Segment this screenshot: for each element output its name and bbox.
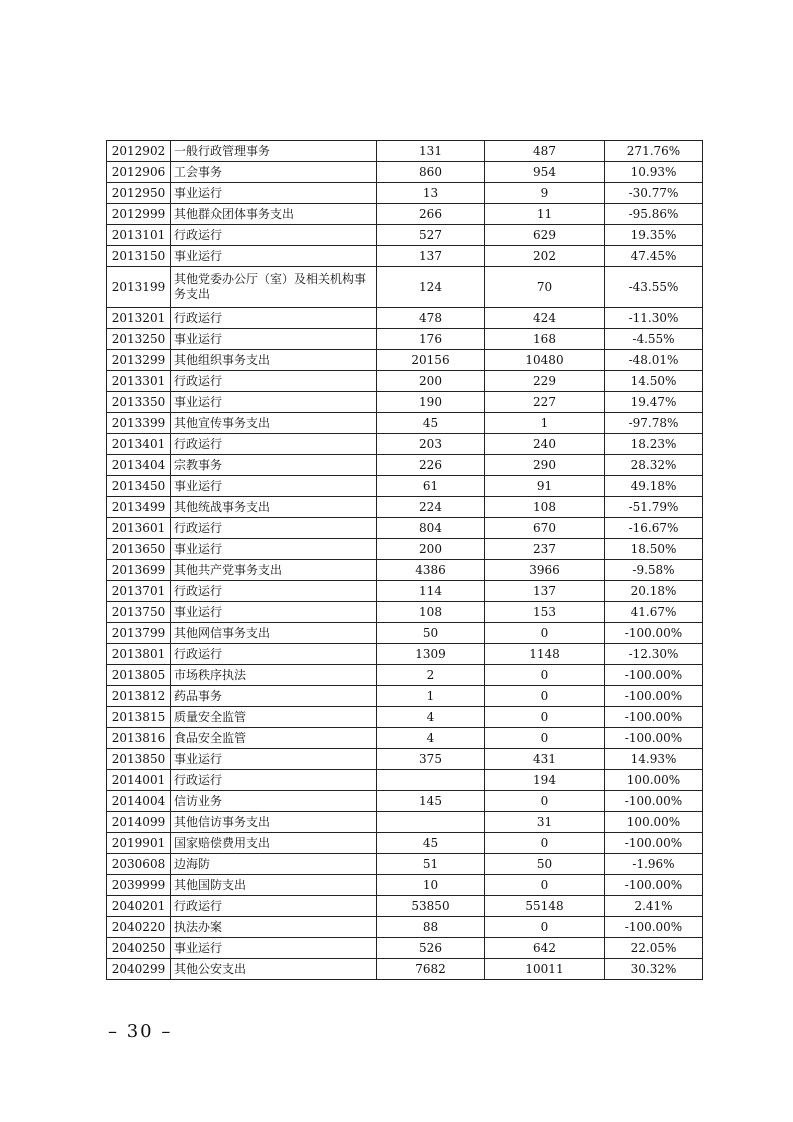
previous-amount-cell: 226 [377,455,485,476]
previous-amount-cell: 190 [377,392,485,413]
current-amount-cell: 168 [485,329,605,350]
change-percent-cell: 100.00% [605,770,703,791]
previous-amount-cell: 375 [377,749,485,770]
budget-table [106,140,703,980]
current-amount-cell: 10480 [485,350,605,371]
current-amount-cell: 424 [485,308,605,329]
current-amount-cell: 0 [485,623,605,644]
change-percent-cell: 49.18% [605,476,703,497]
previous-amount-cell: 50 [377,623,485,644]
change-percent-cell: -30.77% [605,183,703,204]
previous-amount-cell [377,812,485,833]
item-name-cell: 行政运行 [171,434,377,455]
table-row [107,497,703,518]
table-row [107,581,703,602]
change-percent-cell: 22.05% [605,938,703,959]
change-percent-cell: 19.35% [605,225,703,246]
item-name-cell: 行政运行 [171,371,377,392]
previous-amount-cell: 1309 [377,644,485,665]
table-row [107,455,703,476]
item-code-cell: 2030608 [107,854,171,875]
item-code-cell: 2014004 [107,791,171,812]
table-row [107,896,703,917]
item-code-cell: 2013815 [107,707,171,728]
item-name-cell: 事业运行 [171,539,377,560]
change-percent-cell: -100.00% [605,623,703,644]
item-code-cell: 2013450 [107,476,171,497]
item-name-cell: 质量安全监管 [171,707,377,728]
change-percent-cell: -100.00% [605,917,703,938]
current-amount-cell: 1 [485,413,605,434]
table-row [107,204,703,225]
item-code-cell: 2013150 [107,246,171,267]
table-row [107,749,703,770]
table-row [107,602,703,623]
table-row [107,141,703,162]
item-code-cell: 2013350 [107,392,171,413]
current-amount-cell: 670 [485,518,605,539]
item-code-cell: 2013401 [107,434,171,455]
current-amount-cell: 153 [485,602,605,623]
table-row [107,413,703,434]
item-name-cell: 其他群众团体事务支出 [171,204,377,225]
item-code-cell: 2013816 [107,728,171,749]
current-amount-cell: 0 [485,875,605,896]
table-row [107,225,703,246]
current-amount-cell: 290 [485,455,605,476]
current-amount-cell: 227 [485,392,605,413]
item-name-cell: 国家赔偿费用支出 [171,833,377,854]
item-code-cell: 2012906 [107,162,171,183]
previous-amount-cell: 13 [377,183,485,204]
change-percent-cell: -95.86% [605,204,703,225]
table-row [107,267,703,308]
previous-amount-cell [377,770,485,791]
change-percent-cell: -100.00% [605,665,703,686]
item-name-cell: 事业运行 [171,938,377,959]
item-code-cell: 2014099 [107,812,171,833]
previous-amount-cell: 7682 [377,959,485,980]
item-code-cell: 2013301 [107,371,171,392]
previous-amount-cell: 860 [377,162,485,183]
item-name-cell: 其他党委办公厅（室）及相关机构事务支出 [171,267,377,308]
item-name-cell: 市场秩序执法 [171,665,377,686]
current-amount-cell: 954 [485,162,605,183]
table-row [107,350,703,371]
previous-amount-cell: 45 [377,413,485,434]
previous-amount-cell: 20156 [377,350,485,371]
previous-amount-cell: 200 [377,539,485,560]
item-code-cell: 2013699 [107,560,171,581]
item-code-cell: 2040220 [107,917,171,938]
change-percent-cell: -100.00% [605,875,703,896]
table-row [107,833,703,854]
item-name-cell: 行政运行 [171,770,377,791]
current-amount-cell: 0 [485,707,605,728]
item-code-cell: 2040299 [107,959,171,980]
previous-amount-cell: 145 [377,791,485,812]
change-percent-cell: -1.96% [605,854,703,875]
previous-amount-cell: 131 [377,141,485,162]
item-name-cell: 行政运行 [171,896,377,917]
current-amount-cell: 0 [485,833,605,854]
table-row [107,623,703,644]
item-name-cell: 边海防 [171,854,377,875]
page-number: – 30 – [108,1021,173,1042]
item-name-cell: 其他组织事务支出 [171,350,377,371]
current-amount-cell: 229 [485,371,605,392]
item-name-cell: 药品事务 [171,686,377,707]
current-amount-cell: 10011 [485,959,605,980]
table-row [107,959,703,980]
item-code-cell: 2013299 [107,350,171,371]
item-name-cell: 事业运行 [171,476,377,497]
table-row [107,875,703,896]
change-percent-cell: -9.58% [605,560,703,581]
table-row [107,812,703,833]
previous-amount-cell: 224 [377,497,485,518]
change-percent-cell: -4.55% [605,329,703,350]
current-amount-cell: 194 [485,770,605,791]
table-row [107,560,703,581]
change-percent-cell: 14.93% [605,749,703,770]
current-amount-cell: 1148 [485,644,605,665]
item-code-cell: 2013812 [107,686,171,707]
previous-amount-cell: 51 [377,854,485,875]
current-amount-cell: 0 [485,665,605,686]
table-row [107,791,703,812]
table-row [107,707,703,728]
item-name-cell: 其他国防支出 [171,875,377,896]
previous-amount-cell: 108 [377,602,485,623]
item-name-cell: 其他统战事务支出 [171,497,377,518]
current-amount-cell: 0 [485,917,605,938]
change-percent-cell: -100.00% [605,686,703,707]
previous-amount-cell: 804 [377,518,485,539]
item-name-cell: 事业运行 [171,602,377,623]
change-percent-cell: 47.45% [605,246,703,267]
current-amount-cell: 0 [485,791,605,812]
item-name-cell: 行政运行 [171,581,377,602]
table-row [107,434,703,455]
change-percent-cell: 19.47% [605,392,703,413]
table-row [107,938,703,959]
item-name-cell: 其他网信事务支出 [171,623,377,644]
item-code-cell: 2013201 [107,308,171,329]
current-amount-cell: 137 [485,581,605,602]
change-percent-cell: 30.32% [605,959,703,980]
previous-amount-cell: 61 [377,476,485,497]
table-row [107,162,703,183]
table-row [107,854,703,875]
current-amount-cell: 431 [485,749,605,770]
change-percent-cell: 28.32% [605,455,703,476]
current-amount-cell: 50 [485,854,605,875]
item-code-cell: 2012950 [107,183,171,204]
item-code-cell: 2013750 [107,602,171,623]
item-name-cell: 事业运行 [171,392,377,413]
previous-amount-cell: 203 [377,434,485,455]
table-row [107,246,703,267]
current-amount-cell: 11 [485,204,605,225]
item-code-cell: 2014001 [107,770,171,791]
item-code-cell: 2013499 [107,497,171,518]
change-percent-cell: -12.30% [605,644,703,665]
item-code-cell: 2013805 [107,665,171,686]
current-amount-cell: 3966 [485,560,605,581]
item-code-cell: 2012999 [107,204,171,225]
item-code-cell: 2013399 [107,413,171,434]
change-percent-cell: 41.67% [605,602,703,623]
previous-amount-cell: 124 [377,267,485,308]
change-percent-cell: 10.93% [605,162,703,183]
table-row [107,518,703,539]
previous-amount-cell: 478 [377,308,485,329]
previous-amount-cell: 4386 [377,560,485,581]
item-code-cell: 2013650 [107,539,171,560]
item-name-cell: 一般行政管理事务 [171,141,377,162]
current-amount-cell: 55148 [485,896,605,917]
current-amount-cell: 31 [485,812,605,833]
item-code-cell: 2039999 [107,875,171,896]
item-name-cell: 其他信访事务支出 [171,812,377,833]
item-code-cell: 2013601 [107,518,171,539]
item-name-cell: 信访业务 [171,791,377,812]
previous-amount-cell: 4 [377,707,485,728]
item-code-cell: 2013799 [107,623,171,644]
table-row [107,476,703,497]
table-row [107,686,703,707]
change-percent-cell: -11.30% [605,308,703,329]
previous-amount-cell: 1 [377,686,485,707]
item-code-cell: 2040201 [107,896,171,917]
item-code-cell: 2019901 [107,833,171,854]
table-row [107,183,703,204]
table-row [107,665,703,686]
current-amount-cell: 91 [485,476,605,497]
change-percent-cell: -43.55% [605,267,703,308]
previous-amount-cell: 45 [377,833,485,854]
table-row [107,770,703,791]
previous-amount-cell: 176 [377,329,485,350]
change-percent-cell: -100.00% [605,833,703,854]
item-name-cell: 事业运行 [171,329,377,350]
item-name-cell: 事业运行 [171,246,377,267]
current-amount-cell: 0 [485,686,605,707]
item-code-cell: 2013199 [107,267,171,308]
previous-amount-cell: 137 [377,246,485,267]
change-percent-cell: -97.78% [605,413,703,434]
previous-amount-cell: 527 [377,225,485,246]
item-code-cell: 2013250 [107,329,171,350]
item-name-cell: 行政运行 [171,644,377,665]
current-amount-cell: 642 [485,938,605,959]
current-amount-cell: 9 [485,183,605,204]
current-amount-cell: 108 [485,497,605,518]
item-name-cell: 行政运行 [171,308,377,329]
item-code-cell: 2013801 [107,644,171,665]
current-amount-cell: 240 [485,434,605,455]
previous-amount-cell: 88 [377,917,485,938]
item-name-cell: 其他宣传事务支出 [171,413,377,434]
change-percent-cell: 2.41% [605,896,703,917]
item-name-cell: 执法办案 [171,917,377,938]
item-code-cell: 2013701 [107,581,171,602]
item-name-cell: 行政运行 [171,518,377,539]
item-name-cell: 事业运行 [171,183,377,204]
item-code-cell: 2012902 [107,141,171,162]
change-percent-cell: -100.00% [605,728,703,749]
change-percent-cell: 100.00% [605,812,703,833]
item-name-cell: 其他公安支出 [171,959,377,980]
change-percent-cell: -48.01% [605,350,703,371]
item-code-cell: 2040250 [107,938,171,959]
previous-amount-cell: 53850 [377,896,485,917]
table-body [107,141,703,980]
item-name-cell: 行政运行 [171,225,377,246]
change-percent-cell: 14.50% [605,371,703,392]
previous-amount-cell: 266 [377,204,485,225]
table-row [107,539,703,560]
table-row [107,371,703,392]
table-row [107,917,703,938]
change-percent-cell: -51.79% [605,497,703,518]
previous-amount-cell: 2 [377,665,485,686]
current-amount-cell: 487 [485,141,605,162]
table-row [107,644,703,665]
previous-amount-cell: 4 [377,728,485,749]
change-percent-cell: 18.23% [605,434,703,455]
change-percent-cell: -100.00% [605,707,703,728]
item-name-cell: 工会事务 [171,162,377,183]
item-code-cell: 2013850 [107,749,171,770]
table-row [107,329,703,350]
change-percent-cell: 18.50% [605,539,703,560]
current-amount-cell: 70 [485,267,605,308]
change-percent-cell: 20.18% [605,581,703,602]
change-percent-cell: -100.00% [605,791,703,812]
current-amount-cell: 237 [485,539,605,560]
table-row [107,728,703,749]
table-row [107,308,703,329]
current-amount-cell: 0 [485,728,605,749]
item-code-cell: 2013404 [107,455,171,476]
item-name-cell: 食品安全监管 [171,728,377,749]
previous-amount-cell: 526 [377,938,485,959]
table-row [107,392,703,413]
current-amount-cell: 202 [485,246,605,267]
previous-amount-cell: 114 [377,581,485,602]
change-percent-cell: -16.67% [605,518,703,539]
item-name-cell: 宗教事务 [171,455,377,476]
previous-amount-cell: 200 [377,371,485,392]
previous-amount-cell: 10 [377,875,485,896]
change-percent-cell: 271.76% [605,141,703,162]
current-amount-cell: 629 [485,225,605,246]
item-name-cell: 事业运行 [171,749,377,770]
item-name-cell: 其他共产党事务支出 [171,560,377,581]
item-code-cell: 2013101 [107,225,171,246]
